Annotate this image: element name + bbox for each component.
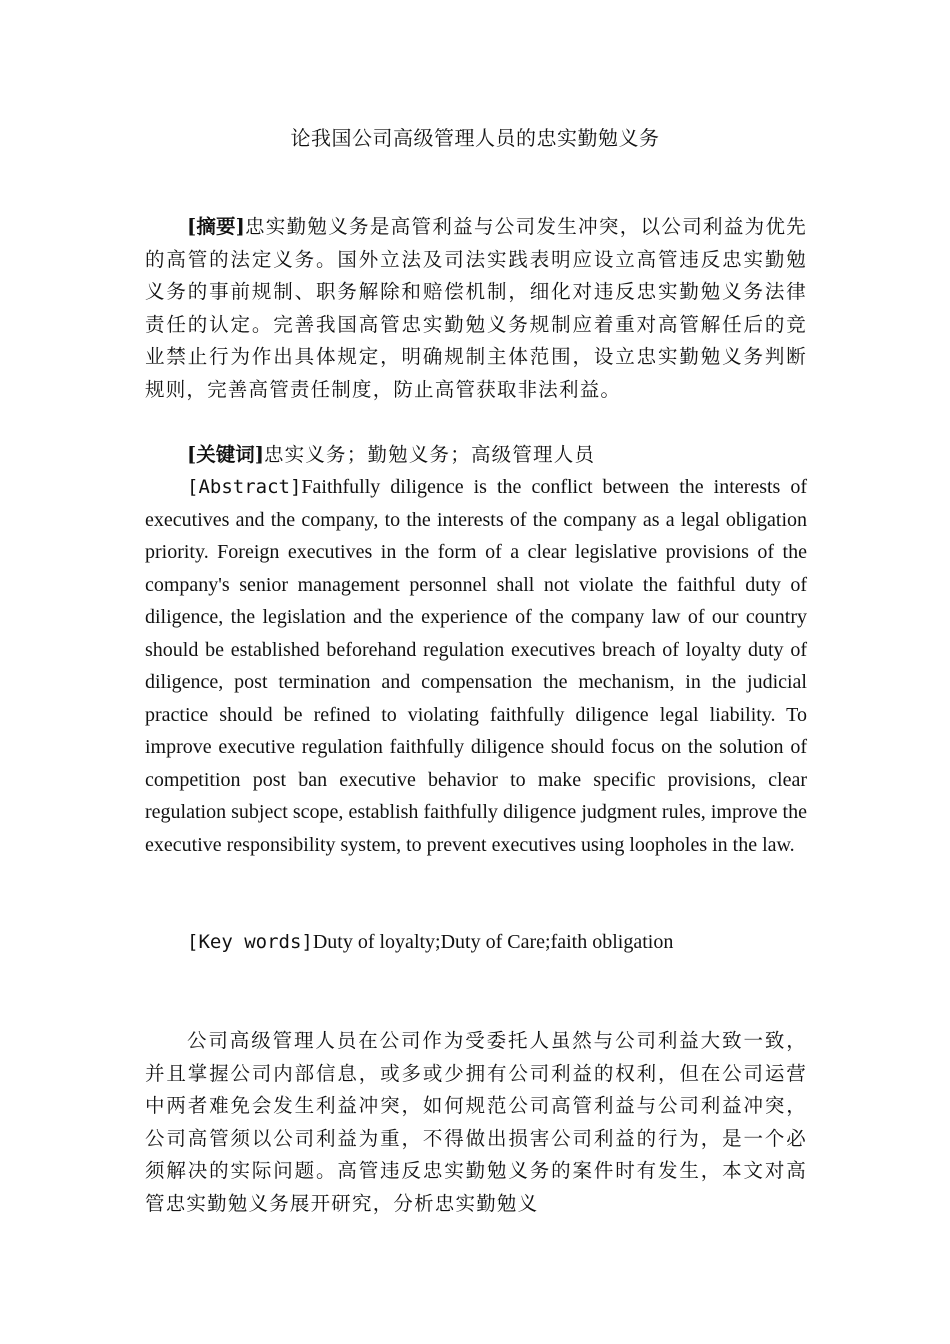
chinese-keywords-text: 忠实义务；勤勉义务；高级管理人员 — [263, 443, 596, 466]
chinese-abstract — [145, 211, 807, 406]
body-paragraph: 公司高级管理人员在公司作为受委托人虽然与公司利益大致一致，并且掌握公司内部信息，或多或少拥有公司利益的权利，但在公司运营中两者难免会发生利益冲突，如何规范公司高管利益与公司利益冲突，公司高管须以公司利益为重，不得做出损害公司利益的行为，是一个必须解决的实际问题。高管违反忠实勤勉义务的案件时有发生，本文对高管忠实勤勉义务展开研究，分析忠实勤勉义 — [145, 1029, 807, 1215]
chinese-abstract-text: 忠实勤勉义务是高管利益与公司发生冲突，以公司利益为优先的高管的法定义务。国外立法及司法实践表明应设立高管违反忠实勤勉义务的事前规制、职务解除和赔偿机制，细化对违反忠实勤勉义务法律责任的认定。完善我国高管忠实勤勉义务规制应着重对高管解任后的竞业禁止行为作出具体规定，明确规制主体范围，设立忠实勤勉义务判断规则，完善高管责任制度，防止高管获取非法利益。 — [145, 215, 808, 401]
english-abstract-label: [Abstract] — [187, 476, 302, 498]
english-keywords — [145, 926, 807, 959]
english-keywords-label: [Key words] — [187, 931, 313, 953]
chinese-keywords — [145, 439, 807, 472]
english-abstract — [145, 471, 807, 861]
english-abstract-text: Faithfully diligence is the conflict between the interests of executives and the company, to the interests of the company as a legal obligation priority. Foreign executives in the form of a clear legislative provisions of the company's senior management personnel shall not violate the faithful duty of diligence, the legislation and the experience of the company law of our country should be established beforehand regulation executives breach of loyalty duty of diligence, post termination and compensation the mechanism, in the judicial practice should be refined to violating faithfully diligence legal liability. To improve executive regulation faithfully diligence should focus on the solution of competition post ban executive behavior to make specific provisions, clear regulation subject scope, establish faithfully diligence judgment rules, improve the executive responsibility system, to prevent executives using loopholes in the law. — [145, 476, 807, 856]
english-keywords-text: Duty of loyalty;Duty of Care;faith obligation — [312, 931, 674, 953]
document-title: 论我国公司高级管理人员的忠实勤勉义务 — [290, 126, 660, 150]
chinese-abstract-label: [摘要] — [187, 215, 245, 238]
chinese-keywords-label: [关键词] — [187, 443, 264, 466]
